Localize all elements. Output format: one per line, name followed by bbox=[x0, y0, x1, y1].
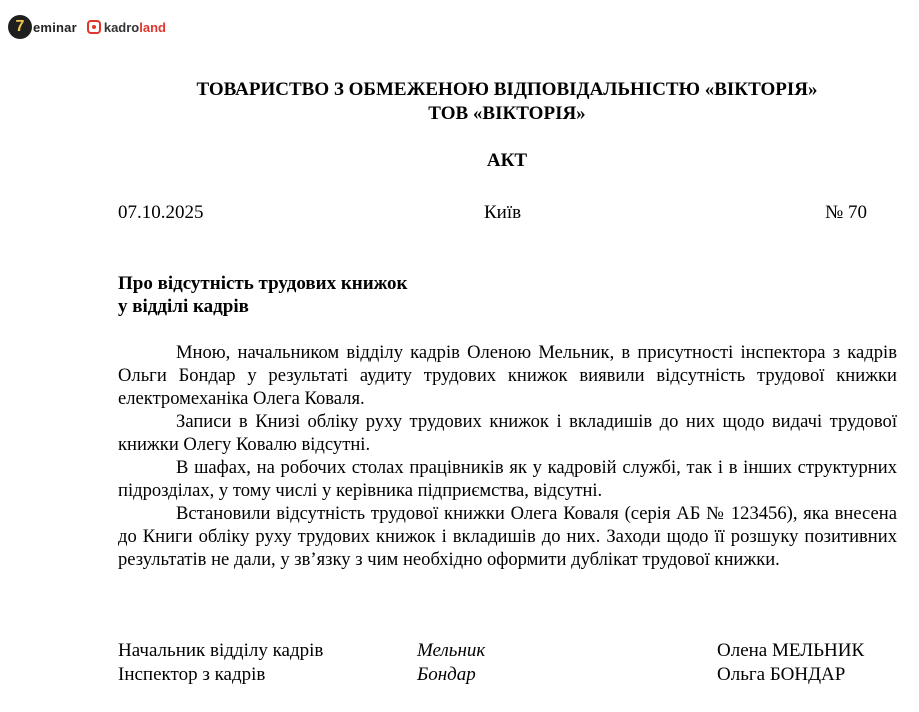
document-type: АКТ bbox=[486, 150, 528, 171]
body-paragraph: Мною, начальником відділу кадрів Оленою Мельник, в присутності інспектора з кадрів Ольги Бондар у результаті аудиту трудових книжок виявили відсутність трудової книжки електромеханіка Олега Коваля. bbox=[118, 342, 897, 409]
body-paragraph: Встановили відсутність трудової книжки Олега Коваля (серія АБ № 123456), яка внесена до Книги обліку руху трудових книжок і вкладишів до них. Заходи щодо її розшуку позитивних результатів не дали, у зв’язку з чим необхідно оформити дублікат трудової книжки. bbox=[118, 503, 897, 570]
signature-name: Ольга БОНДАР bbox=[717, 664, 846, 685]
seminar-logo-text: eminar bbox=[33, 19, 77, 35]
document-body bbox=[118, 341, 897, 571]
document-subject bbox=[118, 272, 407, 318]
brand-logos bbox=[8, 14, 166, 40]
document-date: 07.10.2025 bbox=[118, 202, 204, 223]
signature-name: Олена МЕЛЬНИК bbox=[717, 640, 865, 661]
document-number: № 70 bbox=[825, 202, 867, 223]
seminar-seven-icon: 7 bbox=[8, 15, 32, 39]
signature-position: Інспектор з кадрів bbox=[118, 664, 266, 685]
signature-mark: Бондар bbox=[417, 664, 476, 685]
kadroland-logo-text: kadroland bbox=[103, 19, 166, 35]
signature-mark: Мельник bbox=[417, 640, 486, 661]
signature-positions bbox=[118, 639, 323, 687]
subject-line-1: Про відсутність трудових книжок bbox=[118, 273, 408, 294]
subject-line-2: у відділі кадрів bbox=[118, 296, 249, 317]
company-full-name: ТОВАРИСТВО З ОБМЕЖЕНОЮ ВІДПОВІДАЛЬНІСТЮ «ВІКТОРІЯ» bbox=[196, 79, 818, 100]
body-paragraph: В шафах, на робочих столах працівників як у кадровій службі, так і в інших структурних підрозділах, у тому числі у керівника підприємства, відсутні. bbox=[118, 457, 897, 501]
seminar-logo bbox=[8, 15, 77, 39]
company-short-name: ТОВ «ВІКТОРІЯ» bbox=[428, 103, 586, 124]
kadroland-logo bbox=[87, 20, 166, 35]
kadroland-mark-icon bbox=[87, 20, 101, 34]
signature-marks bbox=[417, 639, 485, 687]
signature-position: Начальник відділу кадрів bbox=[118, 640, 324, 661]
document-city: Київ bbox=[484, 202, 522, 223]
signature-names bbox=[717, 639, 864, 687]
body-paragraph: Записи в Книзі обліку руху трудових книжок і вкладишів до них щодо видачі трудової книжки Олегу Ковалю відсутні. bbox=[118, 411, 897, 455]
